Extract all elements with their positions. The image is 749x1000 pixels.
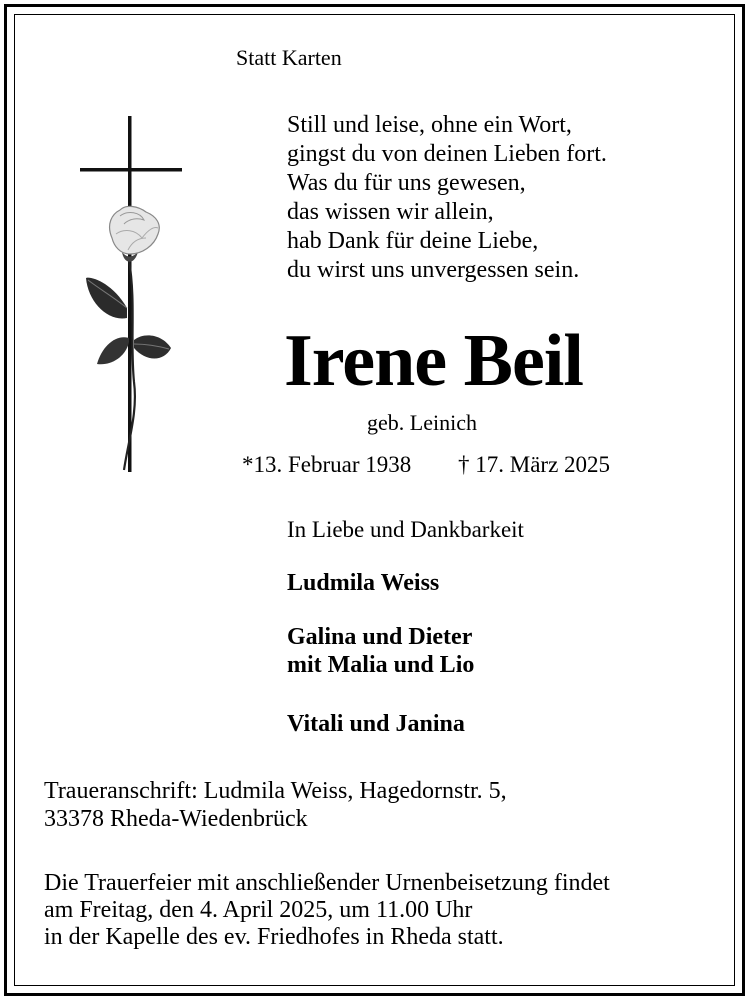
rose-leaf-upper <box>86 278 127 319</box>
statt-karten-label: Statt Karten <box>236 45 342 70</box>
cross-with-rose-icon <box>72 112 192 478</box>
mourner-family: Galina und Dieter <box>287 624 473 650</box>
mourner-family: Ludmila Weiss <box>287 570 440 596</box>
poem-line: Was du für uns gewesen, <box>287 170 526 196</box>
birth-date: *13. Februar 1938 <box>242 452 412 477</box>
ceremony-line: am Freitag, den 4. April 2025, um 11.00 Uhr <box>44 897 473 923</box>
ceremony-line: in der Kapelle des ev. Friedhofes in Rheda statt. <box>44 924 504 950</box>
poem-line: hab Dank für deine Liebe, <box>287 228 539 254</box>
mourner-family: Vitali und Janina <box>287 711 465 737</box>
mourners-intro: In Liebe und Dankbarkeit <box>287 517 524 542</box>
cross-horizontal-beam <box>80 168 182 172</box>
ceremony-line: Die Trauerfeier mit anschließender Urnenbeisetzung findet <box>44 870 610 896</box>
poem-line: Still und leise, ohne ein Wort, <box>287 112 572 138</box>
poem <box>287 111 607 285</box>
ceremony-info <box>44 870 610 951</box>
maiden-name: geb. Leinich <box>367 410 477 435</box>
poem-line: gingst du von deinen Lieben fort. <box>287 141 607 167</box>
poem-line: das wissen wir allein, <box>287 199 494 225</box>
rose-bloom <box>110 206 160 254</box>
mourning-address <box>44 777 507 833</box>
deceased-name: Irene Beil <box>284 320 583 402</box>
mourner-family-continued: mit Malia und Lio <box>287 652 475 678</box>
address-line: 33378 Rheda-Wiedenbrück <box>44 806 308 832</box>
death-date: † 17. März 2025 <box>458 452 611 477</box>
address-line: Traueranschrift: Ludmila Weiss, Hagedornstr. 5, <box>44 778 507 804</box>
poem-line: du wirst uns unvergessen sein. <box>287 257 580 283</box>
